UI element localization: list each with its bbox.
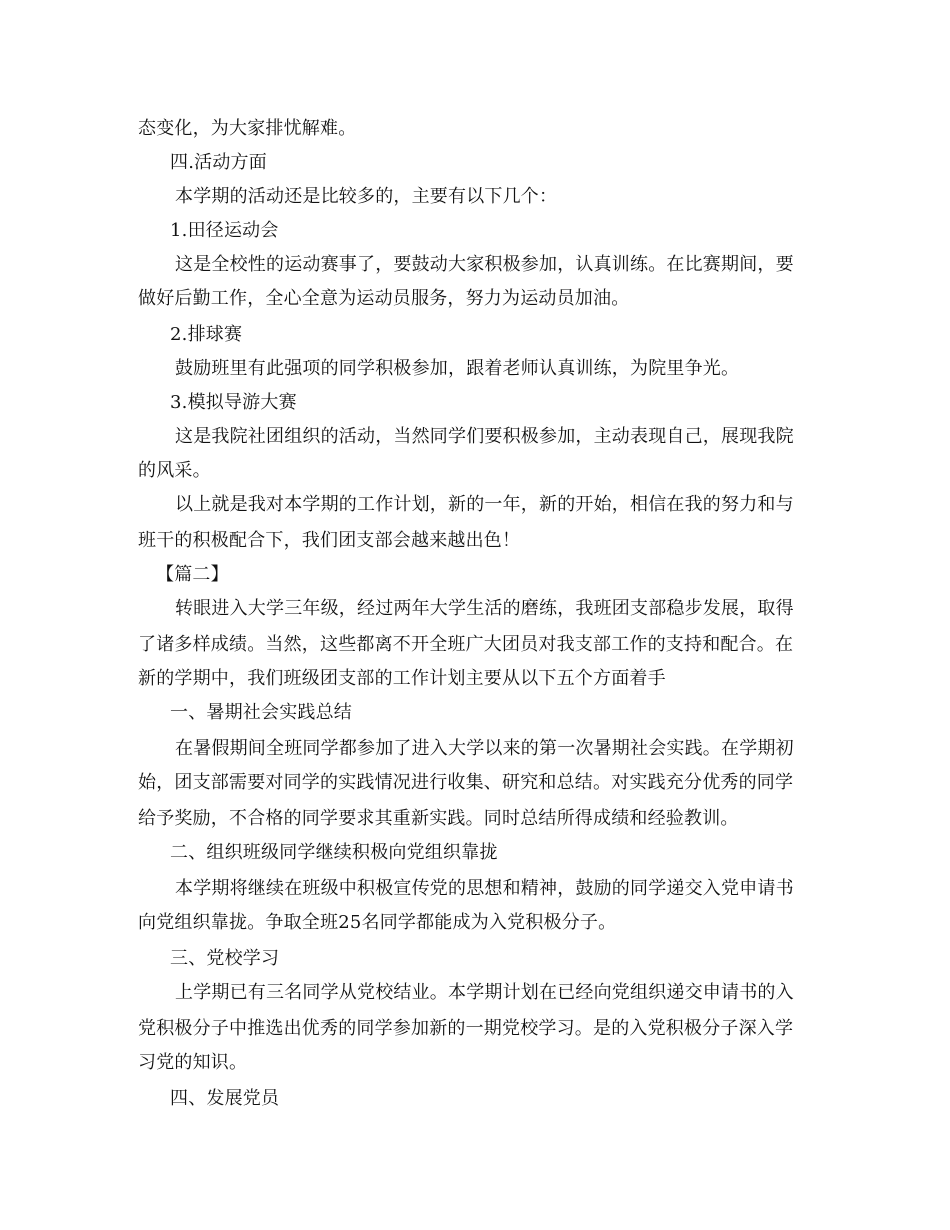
paragraph-line: 向党组织靠拢。争取全班25名同学都能成为入党积极分子。 <box>138 912 617 933</box>
list-item-heading: 2.排球赛 <box>170 324 243 345</box>
paragraph-line: 习党的知识。 <box>138 1052 248 1073</box>
paragraph-line: 新的学期中，我们班级团支部的工作计划主要从以下五个方面着手 <box>138 668 666 689</box>
paragraph-line: 以上就是我对本学期的工作计划，新的一年，新的开始，相信在我的努力和与 <box>175 494 794 515</box>
paragraph-line: 做好后勤工作，全心全意为运动员服务，努力为运动员加油。 <box>138 288 630 309</box>
list-item-heading: 1.田径运动会 <box>170 220 279 241</box>
paragraph-line: 鼓励班里有此强项的同学积极参加，跟着老师认真训练，为院里争光。 <box>175 358 740 379</box>
paragraph-line: 在暑假期间全班同学都参加了进入大学以来的第一次暑期社会实践。在学期初 <box>175 738 794 759</box>
section-heading: 三、党校学习 <box>170 948 280 969</box>
paragraph-line: 态变化，为大家排忧解难。 <box>138 118 357 139</box>
paragraph-line: 给予奖励，不合格的同学要求其重新实践。同时总结所得成绩和经验教训。 <box>138 808 739 829</box>
section-heading: 四、发展党员 <box>170 1088 280 1109</box>
paragraph-line: 党积极分子中推选出优秀的同学参加新的一期党校学习。是的入党积极分子深入学 <box>138 1018 794 1039</box>
list-item-heading: 3.模拟导游大赛 <box>170 392 297 413</box>
paragraph-line: 的风采。 <box>138 460 211 481</box>
paragraph-line: 本学期将继续在班级中积极宣传党的思想和精神，鼓励的同学递交入党申请书 <box>175 878 794 899</box>
paragraph-line: 始，团支部需要对同学的实践情况进行收集、研究和总结。对实践充分优秀的同学 <box>138 772 794 793</box>
section-title: 【篇二】 <box>156 564 229 585</box>
section-heading: 一、暑期社会实践总结 <box>170 702 352 723</box>
section-heading: 四.活动方面 <box>170 152 267 173</box>
section-heading: 二、组织班级同学继续积极向党组织靠拢 <box>170 842 498 863</box>
paragraph-line: 本学期的活动还是比较多的，主要有以下几个： <box>175 186 558 207</box>
paragraph-line: 班干的积极配合下，我们团支部会越来越出色！ <box>138 530 521 551</box>
paragraph-line: 这是全校性的运动赛事了，要鼓动大家积极参加，认真训练。在比赛期间，要 <box>175 254 794 275</box>
paragraph-line: 了诸多样成绩。当然，这些都离不开全班广大团员对我支部工作的支持和配合。在 <box>138 634 794 655</box>
paragraph-line: 上学期已有三名同学从党校结业。本学期计划在已经向党组织递交申请书的入 <box>175 982 794 1003</box>
paragraph-line: 转眼进入大学三年级，经过两年大学生活的磨练，我班团支部稳步发展，取得 <box>175 598 794 619</box>
paragraph-line: 这是我院社团组织的活动，当然同学们要积极参加，主动表现自己，展现我院 <box>175 426 794 447</box>
